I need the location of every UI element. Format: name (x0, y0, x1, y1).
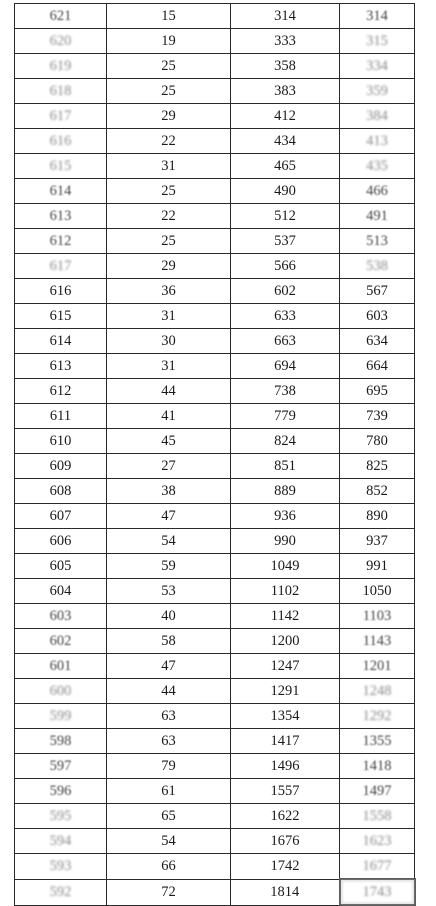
range-start-cell: 384 (340, 104, 415, 129)
cumulative-cell: 602 (231, 279, 340, 304)
count-cell: 40 (107, 604, 231, 629)
table-row (15, 654, 415, 679)
count-cell: 61 (107, 779, 231, 804)
table-row (15, 579, 415, 604)
count-cell: 22 (107, 129, 231, 154)
range-start-cell: 538 (340, 254, 415, 279)
cumulative-cell: 512 (231, 204, 340, 229)
cumulative-cell: 990 (231, 529, 340, 554)
table-row (15, 29, 415, 54)
count-cell: 53 (107, 579, 231, 604)
cumulative-cell: 633 (231, 304, 340, 329)
score-cell: 617 (15, 254, 107, 279)
score-cell: 616 (15, 279, 107, 304)
score-cell: 616 (15, 129, 107, 154)
cumulative-cell: 1102 (231, 579, 340, 604)
score-cell: 609 (15, 454, 107, 479)
range-start-cell: 1248 (340, 679, 415, 704)
score-cell: 612 (15, 379, 107, 404)
cumulative-cell: 889 (231, 479, 340, 504)
count-cell: 29 (107, 254, 231, 279)
score-cell: 611 (15, 404, 107, 429)
range-start-cell: 466 (340, 179, 415, 204)
cumulative-cell: 1142 (231, 604, 340, 629)
count-cell: 30 (107, 329, 231, 354)
count-cell: 63 (107, 729, 231, 754)
score-cell: 613 (15, 204, 107, 229)
score-cell: 610 (15, 429, 107, 454)
table-row (15, 179, 415, 204)
count-cell: 58 (107, 629, 231, 654)
range-start-cell: 603 (340, 304, 415, 329)
table-row (15, 379, 415, 404)
cumulative-cell: 1354 (231, 704, 340, 729)
range-start-cell: 1292 (340, 704, 415, 729)
cumulative-cell: 694 (231, 354, 340, 379)
score-cell: 614 (15, 329, 107, 354)
cumulative-cell: 1496 (231, 754, 340, 779)
range-start-cell: 513 (340, 229, 415, 254)
table-row (15, 304, 415, 329)
range-start-cell: 435 (340, 154, 415, 179)
table-row (15, 629, 415, 654)
count-cell: 54 (107, 529, 231, 554)
score-cell: 603 (15, 604, 107, 629)
range-start-cell: 1201 (340, 654, 415, 679)
count-cell: 63 (107, 704, 231, 729)
score-cell: 596 (15, 779, 107, 804)
cumulative-cell: 333 (231, 29, 340, 54)
range-start-cell: 1143 (340, 629, 415, 654)
count-cell: 31 (107, 154, 231, 179)
cumulative-cell: 566 (231, 254, 340, 279)
range-start-cell: 852 (340, 479, 415, 504)
range-start-cell: 315 (340, 29, 415, 54)
score-cell: 600 (15, 679, 107, 704)
cumulative-cell: 824 (231, 429, 340, 454)
range-start-cell: 664 (340, 354, 415, 379)
count-cell: 31 (107, 304, 231, 329)
table-row (15, 229, 415, 254)
table-row (15, 854, 415, 880)
range-start-cell: 937 (340, 529, 415, 554)
count-cell: 25 (107, 179, 231, 204)
score-cell: 598 (15, 729, 107, 754)
cumulative-cell: 358 (231, 54, 340, 79)
score-distribution-table (14, 3, 416, 906)
count-cell: 45 (107, 429, 231, 454)
range-start-cell: 1103 (340, 604, 415, 629)
table-body (15, 4, 415, 906)
count-cell: 59 (107, 554, 231, 579)
score-cell: 613 (15, 354, 107, 379)
score-cell: 615 (15, 304, 107, 329)
cumulative-cell: 1814 (231, 879, 340, 905)
cumulative-cell: 738 (231, 379, 340, 404)
score-cell: 592 (15, 879, 107, 905)
range-start-cell: 780 (340, 429, 415, 454)
count-cell: 29 (107, 104, 231, 129)
count-cell: 25 (107, 54, 231, 79)
range-start-cell: 334 (340, 54, 415, 79)
cumulative-cell: 936 (231, 504, 340, 529)
table-row (15, 779, 415, 804)
cumulative-cell: 779 (231, 404, 340, 429)
count-cell: 54 (107, 829, 231, 854)
count-cell: 25 (107, 79, 231, 104)
table-row (15, 504, 415, 529)
range-start-cell: 491 (340, 204, 415, 229)
count-cell: 38 (107, 479, 231, 504)
table-row (15, 879, 415, 905)
score-cell: 594 (15, 829, 107, 854)
cumulative-cell: 1742 (231, 854, 340, 880)
cumulative-cell: 465 (231, 154, 340, 179)
table-row (15, 554, 415, 579)
cumulative-cell: 383 (231, 79, 340, 104)
score-cell: 617 (15, 104, 107, 129)
table-row (15, 829, 415, 854)
score-cell: 614 (15, 179, 107, 204)
count-cell: 65 (107, 804, 231, 829)
count-cell: 44 (107, 379, 231, 404)
table-row (15, 429, 415, 454)
score-cell: 599 (15, 704, 107, 729)
cumulative-cell: 434 (231, 129, 340, 154)
range-start-cell: 413 (340, 129, 415, 154)
range-start-cell: 1677 (340, 854, 415, 880)
range-start-cell: 567 (340, 279, 415, 304)
cumulative-cell: 663 (231, 329, 340, 354)
range-start-cell: 695 (340, 379, 415, 404)
table-row (15, 254, 415, 279)
score-cell: 619 (15, 54, 107, 79)
table-row (15, 104, 415, 129)
cumulative-cell: 1247 (231, 654, 340, 679)
count-cell: 31 (107, 354, 231, 379)
table-row (15, 604, 415, 629)
range-start-cell: 739 (340, 404, 415, 429)
range-start-cell: 1623 (340, 829, 415, 854)
table-row (15, 754, 415, 779)
count-cell: 72 (107, 879, 231, 905)
score-cell: 593 (15, 854, 107, 880)
cumulative-cell: 1622 (231, 804, 340, 829)
count-cell: 19 (107, 29, 231, 54)
table-row (15, 279, 415, 304)
score-cell: 604 (15, 579, 107, 604)
table-row (15, 729, 415, 754)
count-cell: 47 (107, 654, 231, 679)
table-row (15, 529, 415, 554)
cumulative-cell: 1049 (231, 554, 340, 579)
range-start-cell: 825 (340, 454, 415, 479)
score-cell: 612 (15, 229, 107, 254)
count-cell: 47 (107, 504, 231, 529)
score-cell: 618 (15, 79, 107, 104)
score-cell: 605 (15, 554, 107, 579)
cumulative-cell: 851 (231, 454, 340, 479)
score-cell: 597 (15, 754, 107, 779)
table-row (15, 354, 415, 379)
table-row (15, 704, 415, 729)
range-start-cell: 890 (340, 504, 415, 529)
table-row (15, 129, 415, 154)
cumulative-cell: 1557 (231, 779, 340, 804)
table-row (15, 804, 415, 829)
table-row (15, 329, 415, 354)
cumulative-cell: 412 (231, 104, 340, 129)
range-start-cell: 359 (340, 79, 415, 104)
cumulative-cell: 1291 (231, 679, 340, 704)
cumulative-cell: 314 (231, 4, 340, 29)
score-cell: 607 (15, 504, 107, 529)
table-row (15, 204, 415, 229)
count-cell: 41 (107, 404, 231, 429)
score-cell: 595 (15, 804, 107, 829)
table-row (15, 79, 415, 104)
range-start-cell: 1558 (340, 804, 415, 829)
cumulative-cell: 537 (231, 229, 340, 254)
cumulative-cell: 490 (231, 179, 340, 204)
range-start-cell: 1418 (340, 754, 415, 779)
count-cell: 25 (107, 229, 231, 254)
count-cell: 66 (107, 854, 231, 880)
score-cell: 620 (15, 29, 107, 54)
table-row (15, 54, 415, 79)
score-cell: 615 (15, 154, 107, 179)
table-row (15, 479, 415, 504)
score-cell: 602 (15, 629, 107, 654)
range-start-cell: 1497 (340, 779, 415, 804)
table-row (15, 404, 415, 429)
score-cell: 621 (15, 4, 107, 29)
count-cell: 36 (107, 279, 231, 304)
cumulative-cell: 1200 (231, 629, 340, 654)
count-cell: 44 (107, 679, 231, 704)
count-cell: 15 (107, 4, 231, 29)
score-cell: 608 (15, 479, 107, 504)
cumulative-cell: 1676 (231, 829, 340, 854)
cumulative-cell: 1417 (231, 729, 340, 754)
table-row (15, 679, 415, 704)
table-row (15, 154, 415, 179)
table-row (15, 454, 415, 479)
count-cell: 22 (107, 204, 231, 229)
range-start-cell: 1743 (340, 879, 415, 905)
range-start-cell: 991 (340, 554, 415, 579)
score-cell: 601 (15, 654, 107, 679)
range-start-cell: 314 (340, 4, 415, 29)
count-cell: 79 (107, 754, 231, 779)
count-cell: 27 (107, 454, 231, 479)
range-start-cell: 1355 (340, 729, 415, 754)
table-row (15, 4, 415, 29)
range-start-cell: 634 (340, 329, 415, 354)
range-start-cell: 1050 (340, 579, 415, 604)
score-cell: 606 (15, 529, 107, 554)
